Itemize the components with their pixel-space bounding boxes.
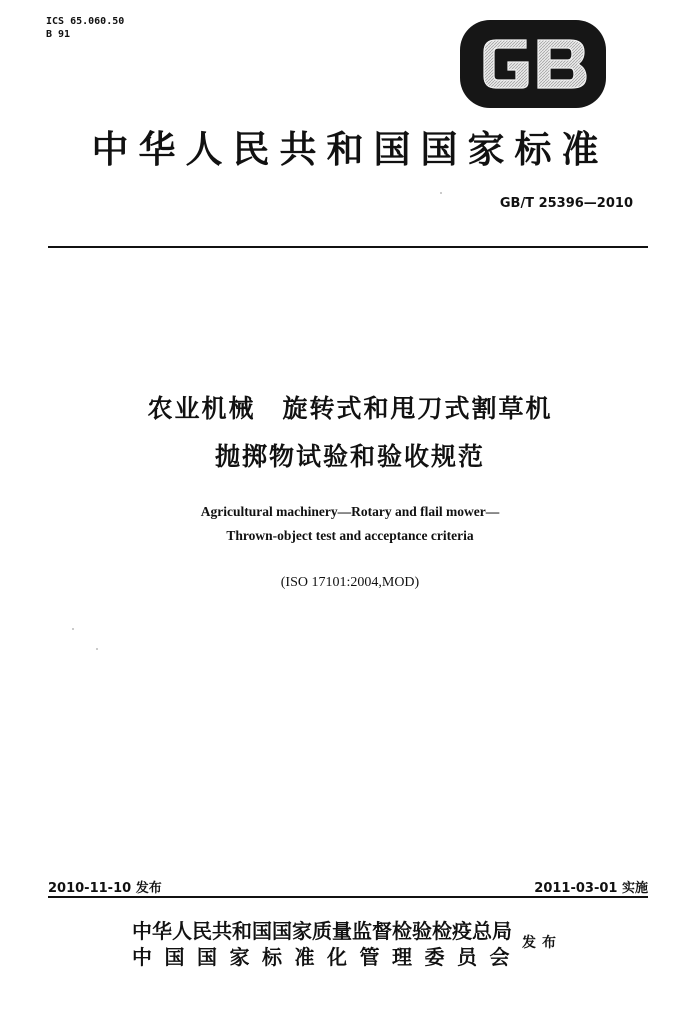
gb-logo-icon	[458, 18, 608, 110]
publish-label: 发布	[522, 935, 562, 951]
ccs-code: B 91	[46, 29, 71, 40]
bottom-divider	[48, 896, 648, 898]
ics-code-block	[46, 15, 124, 41]
scan-speck	[96, 648, 98, 650]
issuer-aqsiq: 中华人民共和国国家质量监督检验检疫总局	[132, 919, 512, 943]
standard-title: 中华人民共和国国家标准	[91, 127, 609, 171]
ics-code: ICS 65.060.50	[46, 16, 125, 27]
chinese-title-line-2: 抛掷物试验和验收规范	[214, 442, 485, 471]
english-title-line-1: Agricultural machinery—Rotary and flail mower—	[200, 504, 500, 519]
iso-reference: (ISO 17101:2004,MOD)	[280, 575, 420, 590]
scan-speck	[440, 192, 442, 194]
scan-speck	[72, 628, 74, 630]
issue-date: 2010-11-10	[48, 881, 132, 896]
effective-date-line	[534, 877, 648, 896]
top-divider	[48, 246, 648, 248]
issue-date-label: 发布	[135, 881, 162, 896]
chinese-title-line-1: 农业机械 旋转式和甩刀式割草机	[147, 394, 553, 423]
english-title-line-2: Thrown-object test and acceptance criteria	[226, 528, 474, 543]
effective-date-label: 实施	[621, 881, 648, 896]
issue-date-line	[48, 877, 162, 896]
standard-number: GB/T 25396—2010	[499, 196, 633, 211]
issuer-sac: 中国国家标准化管理委员会	[132, 945, 522, 969]
effective-date: 2011-03-01	[534, 881, 618, 896]
